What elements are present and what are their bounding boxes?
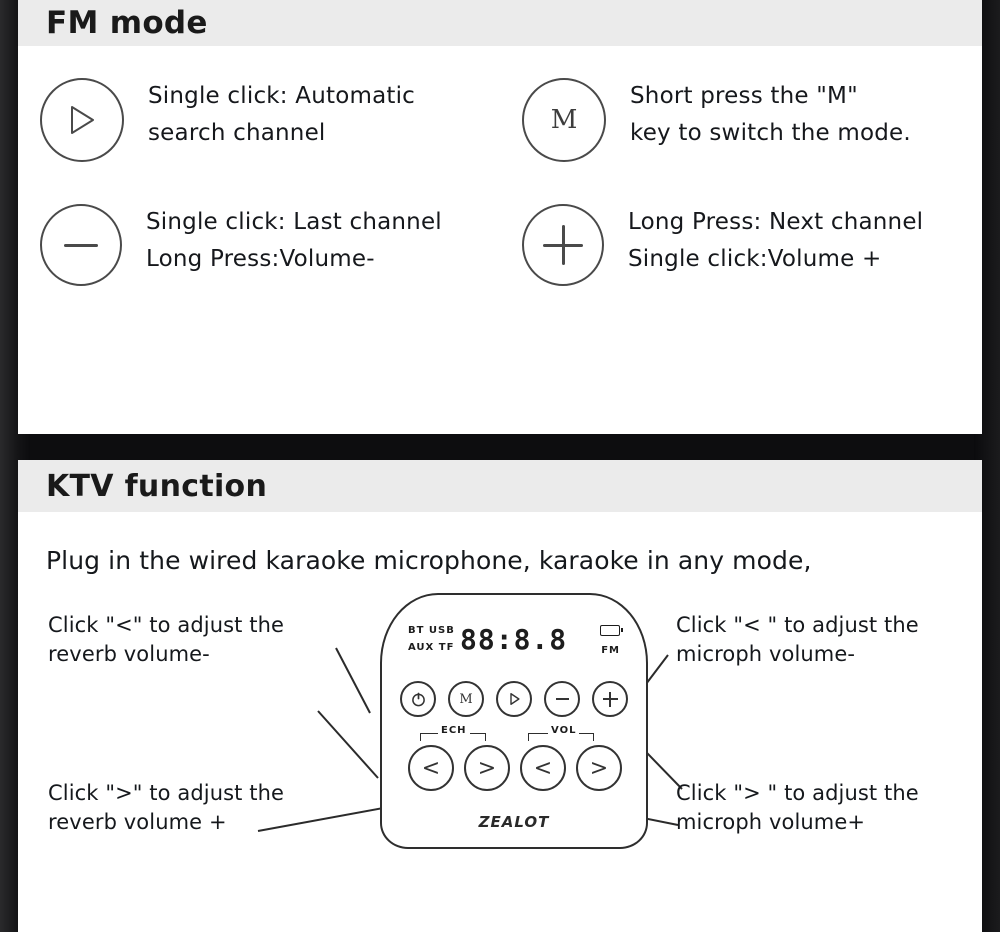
power-button[interactable] [400, 681, 436, 717]
plus-button-illustration [522, 204, 604, 286]
fm-minus-line1: Single click: Last channel [146, 209, 442, 235]
callout-reverb-plus-line1: Click ">" to adjust the [48, 781, 285, 805]
ech-next-button[interactable]: > [464, 745, 510, 791]
minus-icon [556, 698, 569, 700]
device-arrow-row [408, 745, 622, 791]
ktv-panel-header [18, 460, 982, 512]
callout-reverb-minus-line2: reverb volume- [48, 641, 210, 666]
plus-icon [543, 225, 583, 265]
fm-item-plus-text [628, 204, 923, 279]
lcd-display [408, 623, 620, 665]
fm-item-play-text [148, 78, 415, 153]
lcd-label-aux-tf: AUX TF [408, 642, 455, 653]
lcd-right-labels [600, 625, 620, 656]
minus-button-illustration [40, 204, 122, 286]
callout-mic-minus [676, 611, 919, 669]
fm-minus-line2: Long Press:Volume- [146, 246, 375, 273]
lcd-label-bt-usb: BT USB [408, 625, 455, 636]
device-group-labels [400, 725, 628, 741]
lcd-left-labels [408, 625, 455, 653]
speaker-control-panel-illustration [380, 593, 648, 849]
volume-minus-button[interactable] [544, 681, 580, 717]
device-button-row [400, 681, 628, 717]
fm-play-line2: search channel [148, 120, 326, 147]
fm-row-1 [18, 78, 982, 162]
fm-instruction-grid [18, 46, 982, 286]
play-button-illustration [40, 78, 124, 162]
ktv-function-panel [18, 460, 982, 932]
vol-prev-button[interactable]: < [520, 745, 566, 791]
callout-reverb-minus-line1: Click "<" to adjust the [48, 613, 285, 637]
ech-prev-button[interactable]: < [408, 745, 454, 791]
fm-panel-header [18, 0, 982, 46]
plus-icon [603, 692, 618, 707]
callout-mic-plus [676, 779, 919, 837]
play-icon [69, 105, 95, 135]
lcd-label-fm: FM [601, 644, 620, 656]
ktv-lead-text: Plug in the wired karaoke microphone, karaoke in any mode, [46, 546, 812, 575]
fm-item-mode-text [630, 78, 911, 153]
mode-m-icon: M [550, 105, 578, 135]
ktv-title: KTV function [46, 468, 268, 504]
brand-logo: ZEALOT [478, 813, 550, 831]
fm-item-mode [518, 78, 982, 162]
ech-label: ECH [438, 725, 470, 736]
fm-item-plus [518, 204, 982, 286]
callout-reverb-minus [48, 611, 284, 669]
mode-button[interactable]: M [448, 681, 484, 717]
callout-reverb-plus [48, 779, 284, 837]
fm-item-minus [18, 204, 518, 286]
ktv-diagram [18, 593, 982, 923]
callout-mic-minus-line2: microph volume- [676, 641, 856, 666]
callout-mic-plus-line1: Click "> " to adjust the [676, 781, 919, 805]
fm-mode-line1: Short press the "M" [630, 83, 858, 109]
fm-plus-line2: Single click:Volume + [628, 246, 882, 273]
fm-plus-line1: Long Press: Next channel [628, 209, 924, 235]
callout-reverb-plus-line2: reverb volume + [48, 809, 227, 834]
mode-button-illustration [522, 78, 606, 162]
fm-mode-line2: key to switch the mode. [630, 120, 911, 147]
fm-play-line1: Single click: Automatic [148, 83, 416, 109]
vol-next-button[interactable]: > [576, 745, 622, 791]
fm-item-play [18, 78, 518, 162]
callout-mic-plus-line2: microph volume+ [676, 809, 866, 834]
page-title: FM mode [46, 5, 208, 41]
volume-plus-button[interactable] [592, 681, 628, 717]
callout-mic-minus-line1: Click "< " to adjust the [676, 613, 919, 637]
fm-mode-panel [18, 0, 982, 434]
lcd-digits: 88:8.8 [460, 623, 568, 656]
fm-item-minus-text [146, 204, 442, 279]
battery-icon [600, 625, 620, 636]
fm-row-2 [18, 204, 982, 286]
minus-icon [64, 244, 98, 247]
vol-label: VOL [548, 725, 579, 736]
play-button[interactable] [496, 681, 532, 717]
